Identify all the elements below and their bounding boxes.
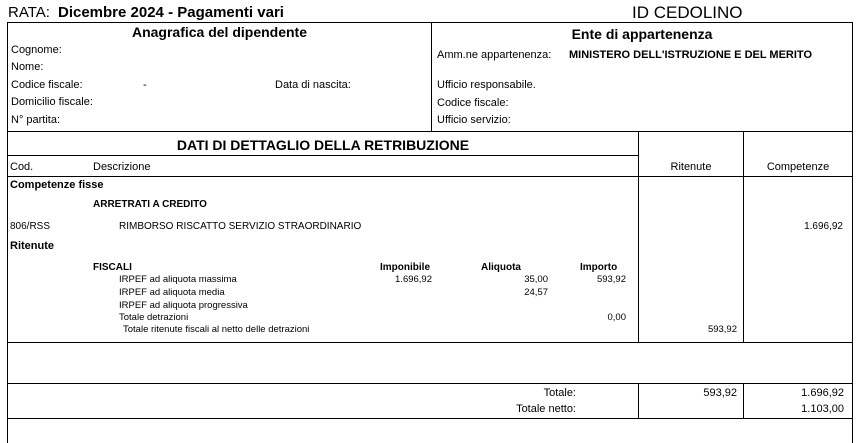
amm-label: Amm.ne appartenenza:: [437, 49, 552, 61]
totale-ritenute-value: 593,92: [707, 324, 737, 335]
ente-codice-fiscale-label: Codice fiscale:: [437, 97, 509, 109]
line-anagrafica-bottom: [7, 131, 853, 132]
irpef-row-imponibile: 1.696,92: [395, 274, 432, 285]
dettaglio-title: DATI DI DETTAGLIO DELLA RETRIBUZIONE: [176, 137, 470, 153]
line-left: [7, 22, 8, 443]
line-top: [7, 22, 853, 23]
competenze-fisse-heading: Competenze fisse: [10, 179, 104, 191]
col-ritenute-header: Ritenute: [670, 161, 712, 173]
totale-netto-value: 1.103,00: [801, 403, 844, 415]
irpef-row-label: IRPEF ad aliquota progressiva: [119, 300, 248, 311]
col-descrizione-header: Descrizione: [93, 161, 151, 173]
line-title-bottom: [7, 155, 639, 156]
fiscali-heading: FISCALI: [93, 262, 132, 273]
id-cedolino-label: ID CEDOLINO: [632, 3, 743, 22]
data-nascita-label: Data di nascita:: [275, 79, 351, 91]
totale-detrazioni-value: 0,00: [607, 312, 626, 323]
ritenute-heading: Ritenute: [10, 240, 54, 252]
col-competenze-header: Competenze: [766, 161, 830, 173]
nome-label: Nome:: [11, 61, 44, 73]
irpef-row-importo: 593,92: [596, 274, 626, 285]
rata-label: RATA:: [8, 4, 50, 21]
line-totali-bottom: [7, 418, 853, 419]
aliquota-header: Aliquota: [481, 262, 521, 273]
irpef-row-label: IRPEF ad aliquota massima: [119, 274, 237, 285]
arretrati-heading: ARRETRATI A CREDITO: [93, 199, 207, 210]
rata-value: Dicembre 2024 - Pagamenti vari: [58, 4, 284, 21]
codice-fiscale-value: -: [143, 79, 147, 91]
totale-competenze-sum: 1.696,92: [801, 387, 844, 399]
row-descrizione: RIMBORSO RISCATTO SERVIZIO STRAORDINARIO: [119, 221, 362, 232]
irpef-row-aliquota: 35,00: [524, 274, 548, 285]
row-competenze-value: 1.696,92: [804, 221, 843, 232]
row-cod: 806/RSS: [10, 221, 51, 232]
col-cod-header: Cod.: [10, 161, 34, 173]
codice-fiscale-label: Codice fiscale:: [11, 79, 83, 91]
irpef-row-label: IRPEF ad aliquota media: [119, 287, 225, 298]
line-totali-top: [7, 383, 853, 384]
ufficio-responsabile-label: Ufficio responsabile.: [437, 79, 536, 91]
ufficio-servizio-label: Ufficio servizio:: [437, 114, 511, 126]
irpef-row-aliquota: 24,57: [524, 287, 548, 298]
totale-netto-label: Totale netto:: [516, 403, 576, 415]
ente-title: Ente di appartenenza: [571, 26, 713, 42]
partita-label: N° partita:: [11, 114, 61, 126]
line-colheader-bottom: [7, 176, 853, 177]
imponibile-header: Imponibile: [380, 262, 430, 273]
totale-label: Totale:: [543, 387, 576, 399]
totale-ritenute-sum: 593,92: [703, 387, 737, 399]
line-body-bottom: [7, 342, 853, 343]
domicilio-label: Domicilio fiscale:: [11, 96, 93, 108]
amm-value: MINISTERO DELL'ISTRUZIONE E DEL MERITO: [569, 49, 812, 61]
anagrafica-title: Anagrafica del dipendente: [131, 24, 308, 40]
line-right: [852, 22, 853, 443]
importo-header: Importo: [580, 262, 618, 273]
cognome-label: Cognome:: [11, 44, 62, 56]
totale-detrazioni-label: Totale detrazioni: [119, 312, 189, 323]
totale-ritenute-label: Totale ritenute fiscali al netto delle detrazioni: [123, 324, 310, 335]
